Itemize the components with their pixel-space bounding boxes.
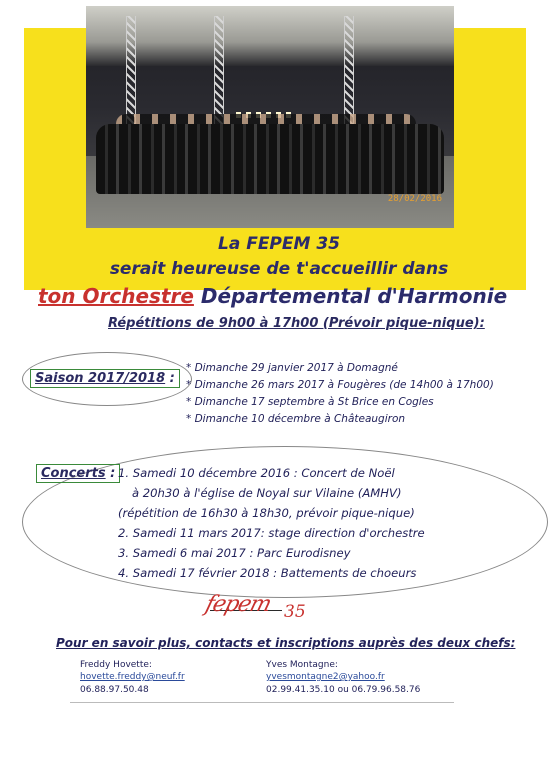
concerts-label (36, 464, 120, 483)
photo-date-stamp: 28/02/2016 (387, 194, 442, 204)
concert-item: (répétition de 16h30 à 18h30, prévoir pique-nique) (118, 506, 415, 520)
contact-phone: 02.99.41.35.10 ou 06.79.96.58.76 (266, 685, 421, 695)
concert-item: 3. Samedi 6 mai 2017 : Parc Eurodisney (118, 546, 351, 560)
fepem-logo (202, 590, 326, 626)
title-organisation: La FEPEM 35 (217, 234, 340, 254)
title-welcome: serait heureuse de t'accueillir dans (109, 259, 449, 279)
contact-name: Yves Montagne: (266, 660, 338, 670)
title-orchestra-highlight: ton Orchestre (38, 284, 194, 308)
contact-name: Freddy Hovette: (80, 660, 152, 670)
saison-date: * Dimanche 26 mars 2017 à Fougères (de 14h00 à 17h00) (186, 379, 494, 391)
contact-email[interactable] (266, 672, 385, 682)
photo-ceiling (86, 6, 454, 66)
concert-item: 2. Samedi 11 mars 2017: stage direction d'orchestre (118, 526, 425, 540)
concerts-label-suffix: : (105, 466, 116, 481)
concerts-label-text: Concerts (41, 466, 106, 481)
title-orchestra-rest: Départemental d'Harmonie (193, 284, 508, 308)
logo-number: 35 (284, 602, 306, 622)
rehearsal-hours: Répétitions de 9h00 à 17h00 (Prévoir pique-nique): (108, 316, 485, 331)
concert-item: à 20h30 à l'église de Noyal sur Vilaine (AMHV) (132, 486, 402, 500)
contact-email[interactable] (80, 672, 185, 682)
concert-item: 1. Samedi 10 décembre 2016 : Concert de Noël (118, 466, 395, 480)
orchestra-photo (86, 6, 454, 228)
contact-heading: Pour en savoir plus, contacts et inscriptions auprès des deux chefs: (56, 636, 516, 650)
saison-label-suffix: : (165, 371, 175, 386)
contact-phone: 06.88.97.50.48 (80, 685, 149, 695)
saison-label (30, 369, 180, 388)
contact-email-link[interactable]: hovette.freddy@neuf.fr (80, 672, 185, 682)
title-orchestra (38, 284, 507, 308)
saison-label-text: Saison 2017/2018 (35, 371, 166, 386)
contact-email-link[interactable]: yvesmontagne2@yahoo.fr (266, 672, 385, 682)
saison-date: * Dimanche 29 janvier 2017 à Domagné (186, 362, 398, 374)
saison-date: * Dimanche 10 décembre à Châteaugiron (186, 413, 406, 425)
saison-date: * Dimanche 17 septembre à St Brice en Cogles (186, 396, 434, 408)
logo-text: fepem (202, 592, 274, 617)
concert-item: 4. Samedi 17 février 2018 : Battements de choeurs (118, 566, 417, 580)
photo-musicians (96, 124, 444, 194)
